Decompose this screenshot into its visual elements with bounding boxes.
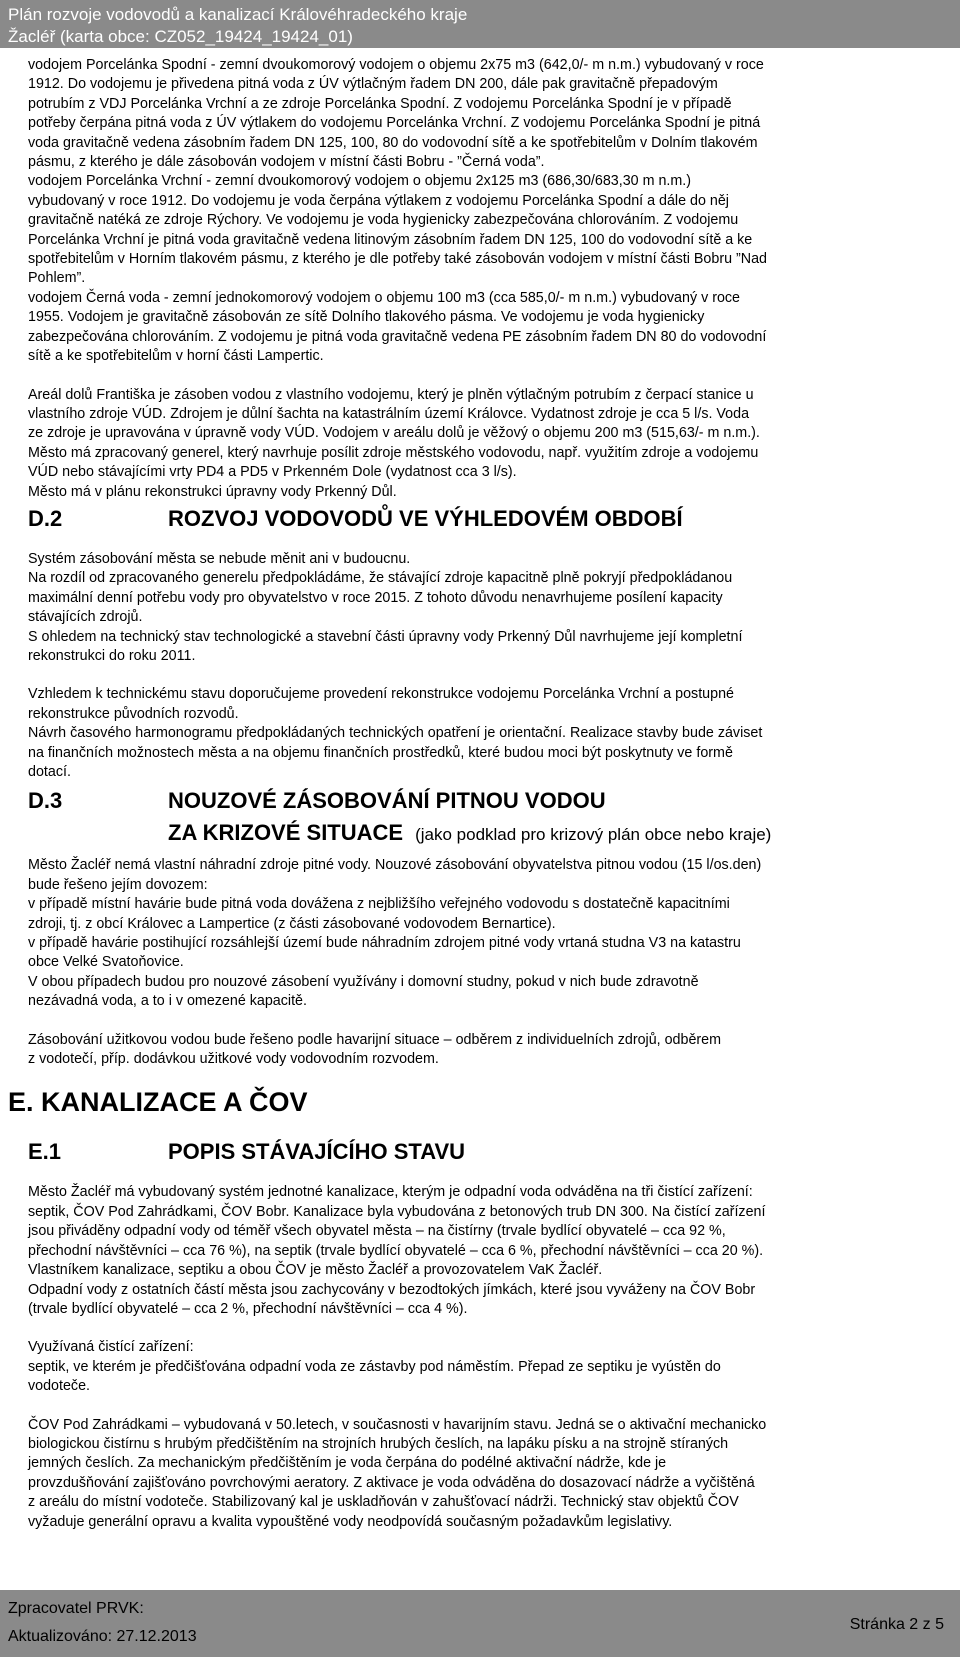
e1-paragraph-2: [28, 1338, 948, 1396]
text-line: pásmu, z kterého je dále zásobován vodojem v místní části Bobru - ”Černá voda”.: [28, 154, 545, 171]
document-subtitle: Žacléř (karta obce: CZ052_19424_19424_01): [8, 27, 353, 46]
text-line: (trvale bydlící obyvatelé – cca 2 %, přechodní návštěvníci – cca 4 %).: [28, 1300, 468, 1317]
section-subtitle: (jako podklad pro krizový plán obce nebo kraje): [415, 825, 772, 845]
text-line: 1955. Vodojem je gravitačně zásobován ze sítě Dolního tlakového pásma. Ve vodojemu je voda hygienicky: [28, 309, 705, 326]
section-title: POPIS STÁVAJÍCÍHO STAVU: [168, 1139, 466, 1165]
footer-updated-date: Aktualizováno: 27.12.2013: [8, 1628, 197, 1645]
page-footer: [0, 1590, 960, 1657]
text-line: VÚD nebo stávajícími vrty PD4 a PD5 v Prkenném Dole (vydatnost cca 3 l/s).: [28, 464, 517, 481]
text-line: vybudovaný v roce 1912. Do vodojemu je voda čerpána výtlakem z vodojemu Porcelánka Spodní a dále do něj: [28, 192, 729, 209]
text-line: septik, ČOV Pod Zahrádkami, ČOV Bobr. Kanalizace byla vybudována z betonových trub DN 300. Na čistící zařízení: [28, 1203, 766, 1220]
text-line: Na rozdíl od zpracovaného generelu předpokládáme, že stávající zdroje kapacitně plně pokryjí předpokládanou: [28, 570, 733, 587]
text-line: vlastního zdroje VÚD. Zdrojem je důlní šachta na katastrálním území Královce. Vydatnost zdroje je cca 5 l/s. Voda: [28, 405, 750, 422]
text-line: spotřebitelům v Horním tlakovém pásmu, z kterého je dle potřeby také zásobován vodojem v místní části Bobru ”Nad: [28, 251, 768, 268]
text-line: Zásobování užitkovou vodou bude řešeno podle havarijní situace – odběrem z individuelních zdrojů, odběrem: [28, 1031, 722, 1048]
section-number: D.3: [28, 788, 63, 814]
d1-paragraph-4: [28, 386, 948, 502]
text-line: Vzhledem k technickému stavu doporučujeme provedení rekonstrukce vodojemu Porcelánka Vrchní a postupné: [28, 686, 734, 703]
e1-paragraph-1: [28, 1183, 948, 1319]
text-line: Město má v plánu rekonstrukci úpravny vody Prkenný Důl.: [28, 483, 397, 500]
d1-paragraph-1: [28, 56, 948, 172]
d3-paragraph-1: [28, 856, 948, 1011]
text-line: jsou přiváděny odpadní vody od téměř všech obyvatel města – na čistírny (trvale bydlící obyvatelé – cca 92 %,: [28, 1223, 726, 1240]
page-number: Stránka 2 z 5: [849, 1616, 944, 1633]
text-line: vodoteče.: [28, 1378, 90, 1395]
text-line: stávajících zdrojů.: [28, 609, 143, 626]
text-line: potřeby čerpána pitná voda z ÚV výtlakem do vodojemu Porcelánka Vrchní. Z vodojemu Porcelánka Spodní je pitná: [28, 115, 761, 132]
section-title: NOUZOVÉ ZÁSOBOVÁNÍ PITNOU VODOU: [168, 788, 606, 814]
text-line: V obou případech budou pro nouzové zásobení využívány i domovní studny, pokud v nich bude zdravotně: [28, 973, 699, 990]
text-line: vodojem Porcelánka Spodní - zemní dvoukomorový vodojem o objemu 2x75 m3 (642,0/- m n.m.) vybudovaný v roce: [28, 57, 764, 73]
text-line: ČOV Pod Zahrádkami – vybudovaná v 50.letech, v současnosti v havarijním stavu. Jedná se o aktivační mechanicko: [28, 1416, 767, 1433]
text-line: Vlastníkem kanalizace, septiku a obou ČOV je město Žacléř a provozovatelem VaK Žacléř.: [28, 1262, 603, 1279]
footer-author: Zpracovatel PRVK:: [8, 1600, 144, 1617]
text-line: Město Žacléř má vybudovaný systém jednotné kanalizace, kterým je odpadní voda odváděna na tři čistící zařízení:: [28, 1184, 753, 1201]
text-line: na finančních možnostech města a na objemu finančních prostředků, které budou moci být poskytnuty ve formě: [28, 744, 733, 761]
text-line: 1912. Do vodojemu je přivedena pitná voda z ÚV výtlačným řadem DN 200, dále pak gravitačně přepadovým: [28, 76, 718, 93]
text-line: biologickou čistírnu s hrubým předčištěním na strojních hrubých česlích, na lapáku písku a na strojně stíraných: [28, 1435, 729, 1452]
text-line: Odpadní vody z ostatních částí města jsou zachycovány v bezodtokých jímkách, které jsou vyváženy na ČOV Bobr: [28, 1281, 756, 1298]
text-line: jemných česlích. Za mechanickým předčištěním je voda čerpána do podélné aktivační nádrže, kde je: [28, 1455, 667, 1472]
text-line: voda gravitačně vedena zásobním řadem DN 125, 100, 80 do vodovodní sítě a ke spotřebitelům v Dolním tlakovém: [28, 134, 758, 151]
d2-paragraph-2: [28, 685, 948, 782]
text-line: z vodotečí, příp. dodávkou užitkové vody vodovodním rozvodem.: [28, 1051, 439, 1068]
e1-paragraph-3: [28, 1416, 948, 1532]
text-line: vodojem Černá voda - zemní jednokomorový vodojem o objemu 100 m3 (cca 585,0/- m n.m.) vybudovaný v roce: [28, 289, 741, 306]
text-line: Pohlem”.: [28, 270, 86, 287]
text-line: rekonstrukce původních rozvodů.: [28, 705, 239, 722]
section-heading-d2: [28, 506, 948, 550]
d1-paragraph-2: [28, 172, 948, 288]
text-line: z areálu do místní vodoteče. Stabilizovaný kal je uskladňován v zahušťovací nádrži. Technický stav objektů ČOV: [28, 1494, 739, 1511]
text-line: dotací.: [28, 764, 71, 780]
d1-paragraph-3: [28, 289, 948, 367]
text-line: Využívaná čistící zařízení:: [28, 1339, 194, 1356]
text-line: Areál dolů Františka je zásoben vodou z vlastního vodojemu, který je plněn výtlačným potrubím z čerpací stanice u: [28, 386, 754, 403]
text-line: v případě havárie postihující rozsáhlejší území bude náhradním zdrojem pitné vody vrtaná studna V3 na katastru: [28, 935, 741, 952]
text-line: Systém zásobování města se nebude měnit ani v budoucnu.: [28, 550, 411, 567]
chapter-heading-e: E. KANALIZACE A ČOV: [8, 1087, 308, 1118]
page-content: [8, 56, 948, 1532]
text-line: vyžaduje generální opravu a kvalita vypouštěné vody neodpovídá současným požadavkům legislativy.: [28, 1513, 673, 1530]
text-line: gravitačně natéká ze zdroje Rýchory. Ve vodojemu je voda hygienicky zabezpečována chlorováním. Z vodojemu: [28, 212, 739, 229]
d3-paragraph-2: [28, 1031, 948, 1070]
section-number: E.1: [28, 1139, 62, 1165]
text-line: bude řešeno jejím dovozem:: [28, 876, 208, 893]
text-line: maximální denní potřebu vody pro obyvatelstvo v roce 2015. Z tohoto důvodu nenavrhujeme posílení kapacity: [28, 589, 723, 606]
section-title-line-2: ZA KRIZOVÉ SITUACE: [168, 820, 404, 846]
document-title: Plán rozvoje vodovodů a kanalizací Královéhradeckého kraje: [8, 5, 468, 24]
text-line: vodojem Porcelánka Vrchní - zemní dvoukomorový vodojem o objemu 2x125 m3 (686,30/683,30 m n.m.): [28, 173, 692, 190]
page-header: [0, 0, 960, 48]
text-line: provzdušňování zajišťováno povrchovými aeratory. Z aktivace je voda odváděna do dosazovací nádrže a vyčištěná: [28, 1474, 755, 1491]
text-line: Návrh časového harmonogramu předpokládaných technických opatření je orientační. Realizace stavby bude záviset: [28, 725, 763, 742]
text-line: zdroji, tj. z obcí Královec a Lampertice (z části zásobované vodovodem Bernartice).: [28, 915, 556, 932]
text-line: sítě a ke spotřebitelům v horní části Lampertic.: [28, 348, 324, 365]
text-line: přechodní návštěvníci – cca 76 %), na septik (trvale bydlící obyvatelé – cca 6 %, přechodní návštěvníci – cca 20 %).: [28, 1242, 764, 1259]
text-line: S ohledem na technický stav technologické a stavební části úpravny vody Prkenný Důl navrhujeme její kompletní: [28, 628, 743, 645]
text-line: ze zdroje je upravována v úpravně vody VÚD. Vodojem v areálu dolů je věžový o objemu 200 m3 (515,63/- m n.m.).: [28, 425, 760, 442]
text-line: nezávadná voda, a to i v omezené kapacitě.: [28, 993, 307, 1010]
text-line: septik, ve kterém je předčišťována odpadní voda ze zástavby pod náměstím. Přepad ze septiku je vyústěn do: [28, 1358, 721, 1375]
section-title: ROZVOJ VODOVODŮ VE VÝHLEDOVÉM OBDOBÍ: [168, 505, 683, 531]
text-line: Porcelánka Vrchní je pitná voda gravitačně vedena litinovým zásobním řadem DN 125, 100 do vodovodní sítě a ke: [28, 231, 753, 248]
text-line: Město má zpracovaný generel, který navrhuje posílit zdroje městského vodovodu, např. využitím zdroje a vodojemu: [28, 444, 759, 461]
section-heading-e1: [28, 1139, 948, 1183]
text-line: obce Velké Svatoňovice.: [28, 954, 184, 971]
section-heading-d3: [28, 788, 948, 846]
text-line: Město Žacléř nemá vlastní náhradní zdroje pitné vody. Nouzové zásobování obyvatelstva pitnou vodou (15 l/os.den): [28, 857, 762, 874]
text-line: potrubím z VDJ Porcelánka Vrchní a ze zdroje Porcelánka Spodní. Z vodojemu Porcelánka Spodní je v případě: [28, 95, 732, 112]
section-number: D.2: [28, 505, 63, 531]
text-line: v případě místní havárie bude pitná voda dovážena z nejbližšího veřejného vodovodu s dostatečně kapacitními: [28, 896, 730, 913]
d2-paragraph-1: [28, 550, 948, 666]
text-line: zabezpečována chlorováním. Z vodojemu je pitná voda gravitačně vedena PE zásobním řadem DN 80 do vodovodní: [28, 328, 767, 345]
text-line: rekonstrukci do roku 2011.: [28, 647, 196, 664]
